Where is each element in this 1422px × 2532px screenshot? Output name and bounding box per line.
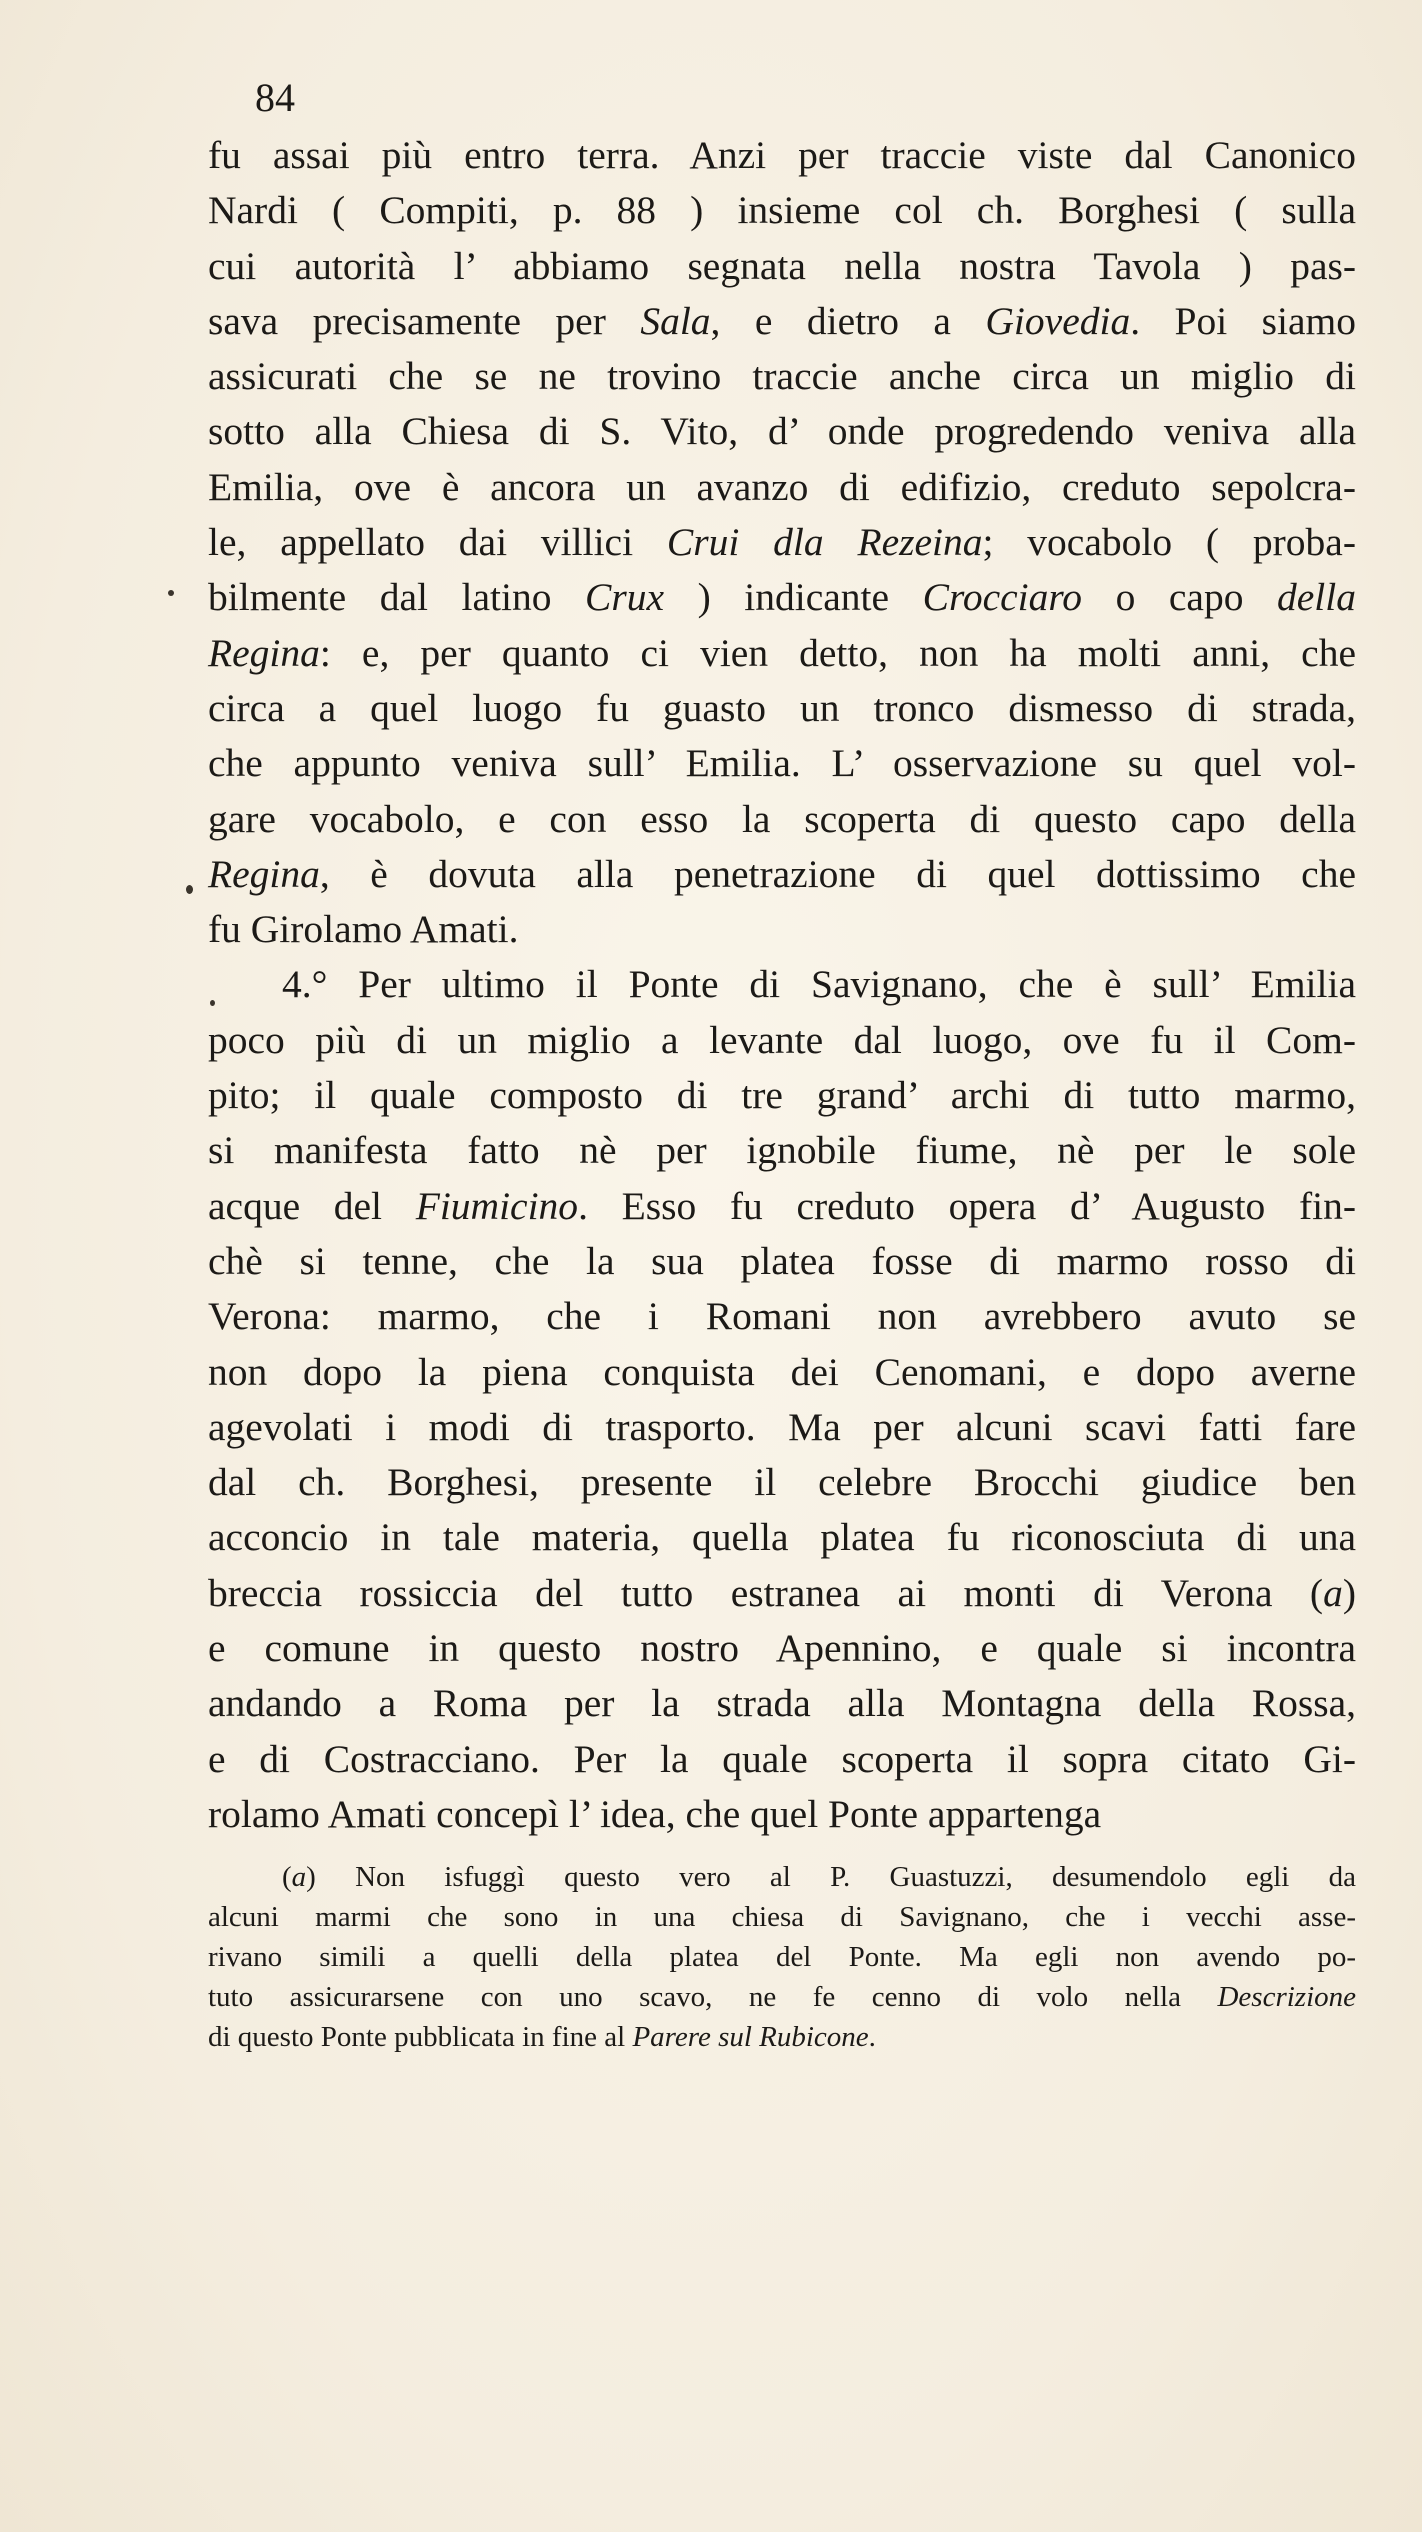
text-run: fu assai più entro terra. Anzi per traccie viste dal Canonico [208, 133, 1356, 177]
italic-text: della [1276, 575, 1356, 620]
text-run: fu Girolamo Amati. [208, 907, 519, 952]
text-run: acque del [208, 1183, 416, 1228]
text-run: ( [282, 1861, 292, 1893]
text-line [208, 736, 1356, 791]
text-line [208, 128, 1356, 183]
italic-text: Crux [585, 575, 665, 620]
text-run: le, appellato dai villici [208, 520, 667, 565]
text-line [208, 1013, 1356, 1068]
text-run: e di Costracciano. Per la quale scoperta il sopra citato Gi- [208, 1736, 1356, 1781]
text-run: alcuni marmi che sono in una chiesa di Savignano, che i vecchi asse- [208, 1901, 1356, 1933]
text-run: rivano simili a quelli della platea del Ponte. Ma egli non avendo po- [208, 1941, 1356, 1973]
text-run: ) [1342, 1570, 1356, 1615]
text-line [208, 1289, 1356, 1344]
text-line [208, 626, 1356, 681]
text-line [208, 1179, 1356, 1234]
text-line [208, 1621, 1356, 1676]
text-run: circa a quel luogo fu guasto un tronco dismesso di strada, [208, 685, 1356, 730]
paper-speck [186, 885, 193, 894]
text-line [208, 515, 1356, 570]
text-run: Verona: marmo, che i Romani non avrebbero avuto se [208, 1294, 1356, 1339]
text-run: breccia rossiccia del tutto estranea ai monti di Verona ( [208, 1570, 1324, 1615]
footnote-block [208, 1857, 1356, 2057]
italic-text: Regina [208, 630, 320, 675]
text-line [208, 1676, 1356, 1731]
text-line [208, 239, 1356, 294]
text-line [208, 1068, 1356, 1123]
text-line [208, 349, 1356, 404]
text-line [208, 1345, 1356, 1400]
italic-text: Parere sul Rubicone [632, 2021, 869, 2053]
text-run: , e dietro a [710, 298, 986, 343]
text-run: agevolati i modi di trasporto. Ma per alcuni scavi fatti fare [208, 1404, 1356, 1449]
paper-speck [168, 590, 174, 596]
text-line [208, 570, 1356, 625]
text-line [208, 1234, 1356, 1289]
text-line [208, 1732, 1356, 1787]
text-run: . Esso fu creduto opera d’ Augusto fin- [578, 1183, 1356, 1228]
text-run: , è dovuta alla penetrazione di quel dottissimo che [319, 851, 1356, 896]
italic-text: Crui dla Rezeina [666, 520, 983, 565]
text-line [208, 183, 1356, 238]
text-run: Nardi ( Compiti, p. 88 ) insieme col ch. Borghesi ( sulla [208, 188, 1356, 233]
text-run: sotto alla Chiesa di S. Vito, d’ onde progredendo veniva alla [208, 409, 1356, 454]
text-run: non dopo la piena conquista dei Cenomani, e dopo averne [208, 1349, 1356, 1394]
text-run: sava precisamente per [208, 298, 641, 343]
footnote-line [208, 1977, 1356, 2017]
text-run: 4.° Per ultimo il Ponte di Savignano, che è sull’ Emilia [282, 962, 1356, 1007]
text-line [208, 1123, 1356, 1178]
text-line [208, 1400, 1356, 1455]
italic-text: Regina [208, 851, 320, 896]
text-line [208, 957, 1356, 1012]
text-run: ; vocabolo ( proba- [982, 520, 1356, 565]
text-run: o capo [1082, 575, 1277, 620]
text-run: che appunto veniva sull’ Emilia. L’ osservazione su quel vol- [208, 741, 1356, 786]
text-run: bilmente dal latino [208, 575, 586, 620]
text-line [208, 294, 1356, 349]
text-line [208, 404, 1356, 459]
paper-speck [210, 1000, 215, 1006]
text-line [208, 1787, 1356, 1842]
italic-text: Descrizione [1217, 1981, 1356, 2013]
text-run: pito; il quale composto di tre grand’ archi di tutto marmo, [208, 1073, 1356, 1118]
text-run: assicurati che se ne trovino traccie anche circa un miglio di [208, 354, 1356, 399]
text-line [208, 681, 1356, 736]
italic-text: a [291, 1861, 307, 1893]
text-run: ) Non isfuggì questo vero al P. Guastuzzi, desumendolo egli da [306, 1861, 1356, 1893]
text-line [208, 1566, 1356, 1621]
italic-text: Sala [640, 298, 711, 343]
main-text [208, 128, 1356, 1842]
text-run: dal ch. Borghesi, presente il celebre Brocchi giudice ben [208, 1460, 1356, 1505]
text-run: si manifesta fatto nè per ignobile fiume, nè per le sole [208, 1128, 1356, 1173]
text-run: chè si tenne, che la sua platea fosse di marmo rosso di [208, 1238, 1356, 1283]
text-run: gare vocabolo, e con esso la scoperta di questo capo della [208, 796, 1356, 841]
text-run: cui autorità l’ abbiamo segnata nella nostra Tavola ) pas- [208, 243, 1356, 288]
italic-text: Fiumicino [415, 1183, 579, 1228]
text-run: poco più di un miglio a levante dal luogo, ove fu il Com- [208, 1017, 1356, 1062]
text-run: tuto assicurarsene con uno scavo, ne fe cenno di volo nella [208, 1981, 1218, 2013]
text-run: andando a Roma per la strada alla Montagna della Rossa, [208, 1681, 1356, 1726]
text-line [208, 1510, 1356, 1565]
text-line [208, 902, 1356, 957]
text-run: Emilia, ove è ancora un avanzo di edifizio, creduto sepolcra- [208, 464, 1356, 509]
footnote-line [208, 1897, 1356, 1937]
text-run: e comune in questo nostro Apennino, e quale si incontra [208, 1626, 1356, 1671]
text-run: : e, per quanto ci vien detto, non ha molti anni, che [319, 630, 1356, 675]
text-line [208, 1455, 1356, 1510]
text-run: di questo Ponte pubblicata in fine al [208, 2021, 633, 2053]
footnote-line [208, 1857, 1356, 1897]
page-number: 84 [255, 75, 295, 120]
italic-text: Giovedia [985, 298, 1131, 343]
text-run: acconcio in tale materia, quella platea fu riconosciuta di una [208, 1515, 1356, 1560]
text-line [208, 792, 1356, 847]
text-line [208, 847, 1356, 902]
text-run: ) indicante [664, 575, 923, 620]
text-run: . Poi siamo [1130, 298, 1357, 343]
text-run: . [868, 2021, 876, 2053]
footnote-line [208, 1937, 1356, 1977]
footnote-line [208, 2017, 1356, 2057]
text-run: rolamo Amati concepì l’ idea, che quel Ponte appartenga [208, 1791, 1102, 1836]
italic-text: a [1323, 1570, 1343, 1615]
italic-text: Crocciaro [922, 575, 1083, 620]
text-line [208, 460, 1356, 515]
